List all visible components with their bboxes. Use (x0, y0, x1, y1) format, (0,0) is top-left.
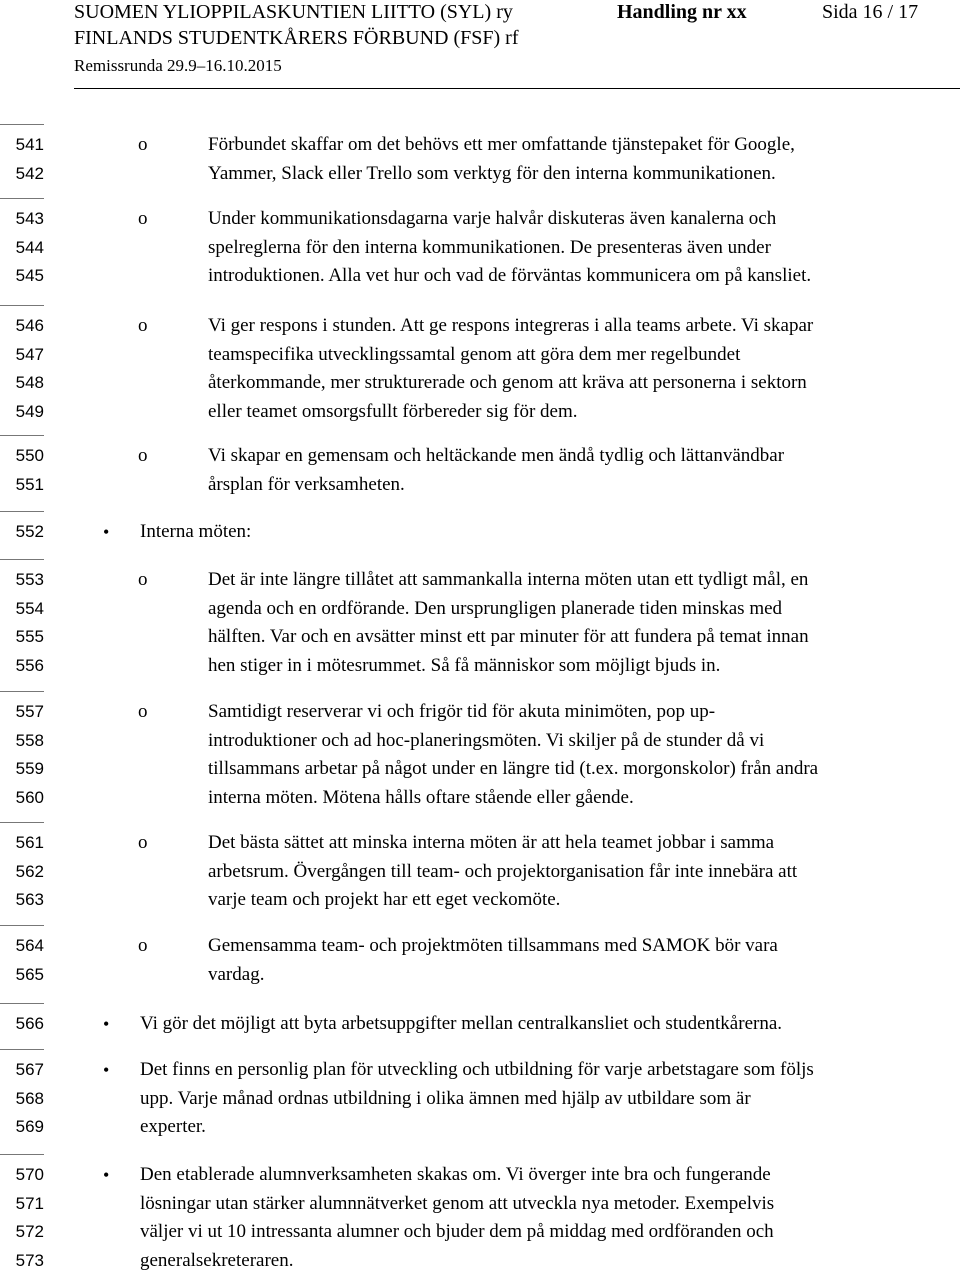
line-number: 541 (0, 131, 44, 160)
sub-bullet-text (208, 131, 795, 188)
text-line: årsplan för verksamheten. (208, 471, 784, 500)
line-number: 545 (0, 262, 44, 291)
sub-bullet-text (208, 698, 818, 812)
bullet-text (140, 518, 251, 547)
bullet-marker: • (103, 518, 109, 547)
line-number-separator (0, 198, 44, 199)
text-line: varje team och projekt har ett eget veckomöte. (208, 886, 797, 915)
line-number: 564 (0, 932, 44, 961)
sub-bullet-marker: o (138, 698, 148, 727)
text-line: generalsekreteraren. (140, 1247, 774, 1275)
text-line: Vi gör det möjligt att byta arbetsuppgifter mellan centralkansliet och studentkårerna. (140, 1010, 782, 1039)
line-number-separator (0, 124, 44, 125)
line-number: 543 (0, 205, 44, 234)
text-line: interna möten. Mötena hålls oftare stående eller gående. (208, 784, 818, 813)
line-numbers (0, 131, 44, 188)
text-line: Det är inte längre tillåtet att sammankalla interna möten utan ett tydligt mål, en (208, 566, 809, 595)
line-number: 557 (0, 698, 44, 727)
text-line: Interna möten: (140, 518, 251, 547)
sub-bullet-marker: o (138, 131, 148, 160)
sub-bullet-text (208, 312, 813, 426)
text-line: introduktionen. Alla vet hur och vad de förväntas kommunicera om på kansliet. (208, 262, 811, 291)
text-line: Gemensamma team- och projektmöten tillsammans med SAMOK bör vara (208, 932, 778, 961)
line-number-separator (0, 435, 44, 436)
text-line: eller teamet omsorgsfullt förbereder sig för dem. (208, 398, 813, 427)
line-number: 556 (0, 652, 44, 681)
text-line: återkommande, mer strukturerade och genom att kräva att personerna i sektorn (208, 369, 813, 398)
line-numbers (0, 1161, 44, 1275)
line-number: 549 (0, 398, 44, 427)
line-number: 544 (0, 234, 44, 263)
page-header (0, 0, 960, 90)
sub-bullet-marker: o (138, 829, 148, 858)
text-line: Vi ger respons i stunden. Att ge respons integreras i alla teams arbete. Vi skapar (208, 312, 813, 341)
page-number: Sida 16 / 17 (822, 0, 918, 25)
text-line: väljer vi ut 10 intressanta alumner och bjuder dem på middag med ordföranden och (140, 1218, 774, 1247)
line-number-separator (0, 1049, 44, 1050)
line-numbers (0, 932, 44, 989)
line-number: 542 (0, 160, 44, 189)
text-line: Förbundet skaffar om det behövs ett mer omfattande tjänstepaket för Google, (208, 131, 795, 160)
line-number: 569 (0, 1113, 44, 1142)
line-number: 572 (0, 1218, 44, 1247)
sub-bullet-marker: o (138, 932, 148, 961)
line-number: 565 (0, 961, 44, 990)
line-number: 560 (0, 784, 44, 813)
line-numbers (0, 1056, 44, 1142)
line-numbers (0, 829, 44, 915)
line-number: 547 (0, 341, 44, 370)
line-number: 562 (0, 858, 44, 887)
text-line: introduktioner och ad hoc-planeringsmöten. Vi skiljer på de stunder då vi (208, 727, 818, 756)
line-number: 571 (0, 1190, 44, 1219)
document-handling-number: Handling nr xx (617, 0, 747, 25)
text-line: agenda och en ordförande. Den ursprungligen planerade tiden minskas med (208, 595, 809, 624)
text-line: Yammer, Slack eller Trello som verktyg för den interna kommunikationen. (208, 160, 795, 189)
line-number: 555 (0, 623, 44, 652)
text-line: Samtidigt reserverar vi och frigör tid för akuta minimöten, pop up- (208, 698, 818, 727)
line-numbers (0, 442, 44, 499)
line-number-separator (0, 925, 44, 926)
text-line: Den etablerade alumnverksamheten skakas om. Vi överger inte bra och fungerande (140, 1161, 774, 1190)
text-line: Det bästa sättet att minska interna möten är att hela teamet jobbar i samma (208, 829, 797, 858)
text-line: Det finns en personlig plan för utveckling och utbildning för varje arbetstagare som följs (140, 1056, 814, 1085)
line-number: 559 (0, 755, 44, 784)
line-number-separator (0, 822, 44, 823)
line-numbers (0, 566, 44, 680)
text-line: hen stiger in i mötesrummet. Så få människor som möjligt bjuds in. (208, 652, 809, 681)
sub-bullet-marker: o (138, 442, 148, 471)
line-numbers (0, 698, 44, 812)
bullet-text (140, 1056, 814, 1142)
line-numbers (0, 205, 44, 291)
line-number-separator (0, 559, 44, 560)
line-number: 567 (0, 1056, 44, 1085)
sub-bullet-text (208, 932, 778, 989)
text-line: vardag. (208, 961, 778, 990)
line-number-separator (0, 1154, 44, 1155)
text-line: experter. (140, 1113, 814, 1142)
text-line: tillsammans arbetar på något under en längre tid (t.ex. morgonskolor) från andra (208, 755, 818, 784)
text-line: Under kommunikationsdagarna varje halvår diskuteras även kanalerna och (208, 205, 811, 234)
bullet-text (140, 1010, 782, 1039)
text-line: spelreglerna för den interna kommunikationen. De presenteras även under (208, 234, 811, 263)
line-number: 570 (0, 1161, 44, 1190)
bullet-marker: • (103, 1010, 109, 1039)
text-line: lösningar utan stärker alumnnätverket genom att utveckla nya metoder. Exempelvis (140, 1190, 774, 1219)
organization-name-finnish: SUOMEN YLIOPPILASKUNTIEN LIITTO (SYL) ry (74, 0, 513, 25)
line-number-separator (0, 691, 44, 692)
sub-bullet-text (208, 205, 811, 291)
line-number-separator (0, 1003, 44, 1004)
line-number: 573 (0, 1247, 44, 1275)
line-number: 546 (0, 312, 44, 341)
line-number: 548 (0, 369, 44, 398)
line-number: 553 (0, 566, 44, 595)
text-line: Vi skapar en gemensam och heltäckande men ändå tydlig och lättanvändbar (208, 442, 784, 471)
line-number: 552 (0, 518, 44, 547)
sub-bullet-marker: o (138, 566, 148, 595)
line-number: 558 (0, 727, 44, 756)
text-line: arbetsrum. Övergången till team- och projektorganisation får inte innebära att (208, 858, 797, 887)
line-numbers (0, 312, 44, 426)
line-number: 568 (0, 1085, 44, 1114)
sub-bullet-text (208, 829, 797, 915)
text-line: teamspecifika utvecklingssamtal genom att göra dem mer regelbundet (208, 341, 813, 370)
remiss-round-dates: Remissrunda 29.9–16.10.2015 (74, 53, 282, 79)
organization-name-swedish: FINLANDS STUDENTKÅRERS FÖRBUND (FSF) rf (74, 25, 519, 51)
bullet-marker: • (103, 1161, 109, 1190)
line-numbers (0, 518, 44, 547)
line-number: 554 (0, 595, 44, 624)
line-number-separator (0, 511, 44, 512)
line-number: 550 (0, 442, 44, 471)
sub-bullet-marker: o (138, 312, 148, 341)
line-number: 551 (0, 471, 44, 500)
sub-bullet-text (208, 566, 809, 680)
line-number: 566 (0, 1010, 44, 1039)
sub-bullet-marker: o (138, 205, 148, 234)
line-number: 563 (0, 886, 44, 915)
line-numbers (0, 1010, 44, 1039)
bullet-text (140, 1161, 774, 1275)
sub-bullet-text (208, 442, 784, 499)
header-rule (74, 88, 960, 89)
line-number-separator (0, 305, 44, 306)
bullet-marker: • (103, 1056, 109, 1085)
text-line: hälften. Var och en avsätter minst ett par minuter för att fundera på temat innan (208, 623, 809, 652)
text-line: upp. Varje månad ordnas utbildning i olika ämnen med hjälp av utbildare som är (140, 1085, 814, 1114)
line-number: 561 (0, 829, 44, 858)
